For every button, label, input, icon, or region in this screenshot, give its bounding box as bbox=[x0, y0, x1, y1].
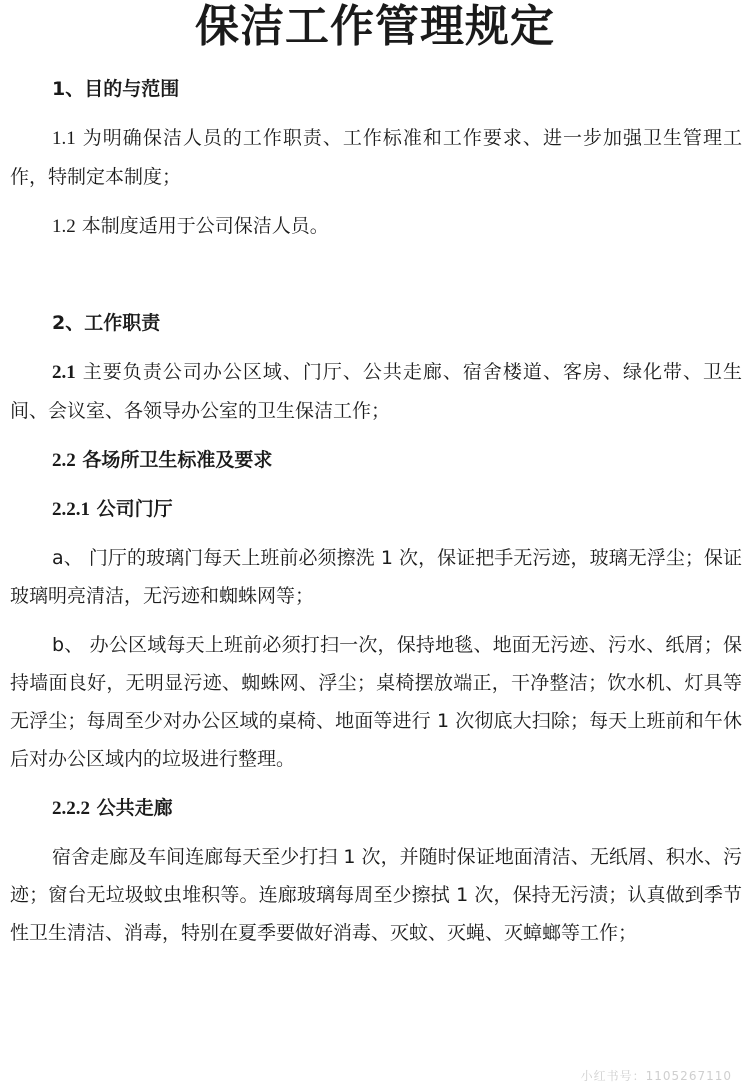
clause-number: 1.1 bbox=[52, 128, 76, 149]
subsection-heading-2-2-1 bbox=[10, 490, 742, 528]
paragraph-2-1 bbox=[10, 353, 742, 430]
clause-text: 本制度适用于公司保洁人员。 bbox=[75, 215, 329, 237]
clause-text: 主要负责公司办公区域、门厅、公共走廊、宿舍楼道、客房、绿化带、卫生间、会议室、各领导办公室的卫生保洁工作； bbox=[10, 361, 742, 422]
clause-text: 各场所卫生标准及要求 bbox=[75, 449, 273, 471]
paragraph-item-b: b、 办公区域每天上班前必须打扫一次，保持地毯、地面无污迹、污水、纸屑；保持墙面良好，无明显污迹、蜘蛛网、浮尘；桌椅摆放端正，干净整洁；饮水机、灯具等无浮尘；每周至少对办公区域的桌椅、地面等进行 1 次彻底大扫除；每天上班前和午休后对办公区域内的垃圾进行整理。 bbox=[10, 634, 742, 770]
clause-number: 2.2.2 bbox=[52, 798, 90, 819]
clause-text: 为明确保洁人员的工作职责、工作标准和工作要求、进一步加强卫生管理工作，特制定本制度； bbox=[10, 127, 742, 188]
section-heading-duties: 2、工作职责 bbox=[52, 312, 161, 334]
clause-text: 公司门厅 bbox=[90, 498, 173, 520]
clause-text: 公共走廊 bbox=[90, 797, 173, 819]
subsection-heading-2-2 bbox=[10, 441, 742, 479]
document-body bbox=[10, 70, 742, 952]
paragraph-item-a: a、 门厅的玻璃门每天上班前必须擦洗 1 次，保证把手无污迹，玻璃无浮尘；保证玻璃明亮清洁，无污迹和蜘蛛网等； bbox=[10, 547, 742, 607]
paragraph-corridor: 宿舍走廊及车间连廊每天至少打扫 1 次，并随时保证地面清洁、无纸屑、积水、污迹；窗台无垃圾蚊虫堆积等。连廊玻璃每周至少擦拭 1 次，保持无污渍；认真做到季节性卫生清洁、消毒，特别在夏季要做好消毒、灭蚊、灭蝇、灭蟑螂等工作； bbox=[10, 846, 742, 944]
subsection-heading-2-2-2 bbox=[10, 789, 742, 827]
clause-number: 1.2 bbox=[52, 216, 76, 237]
paragraph-1-2 bbox=[10, 207, 742, 246]
page-title: 保洁工作管理规定 bbox=[195, 1, 555, 52]
clause-number: 2.2.1 bbox=[52, 499, 90, 520]
paragraph-1-1 bbox=[10, 119, 742, 196]
clause-number: 2.1 bbox=[52, 362, 76, 383]
section-heading-purpose: 1、目的与范围 bbox=[52, 78, 180, 100]
clause-number: 2.2 bbox=[52, 450, 76, 471]
watermark: 小红书号：1105267110 bbox=[580, 1069, 732, 1083]
